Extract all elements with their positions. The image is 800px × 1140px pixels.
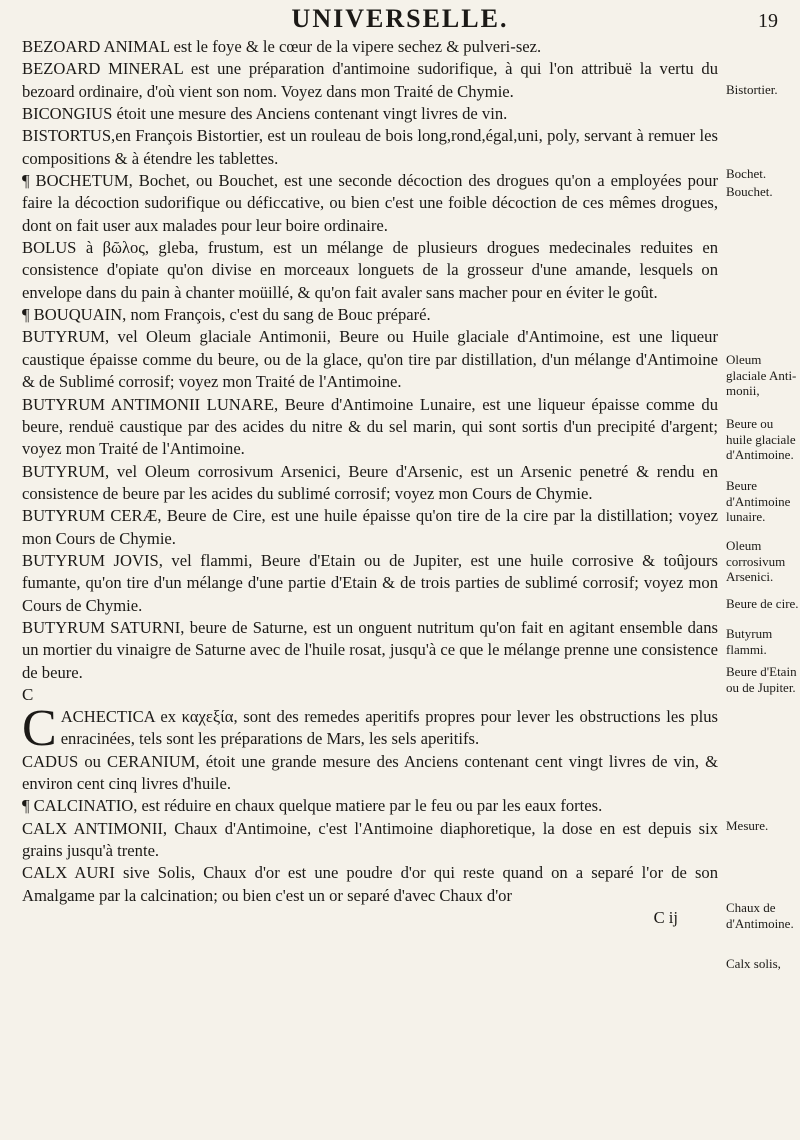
margin-note: Oleum corrosivum Arsenici.: [726, 538, 786, 584]
margin-note: Oleum glaciale Anti-monii,: [726, 352, 797, 398]
margin-note: Beure ou huile glaciale d'Antimoine.: [726, 416, 796, 462]
entry-butyrum-arsenici: BUTYRUM, vel Oleum corrosivum Arsenici, Beure d'Arsenic, est un Arsenic penetré & rendu en consistence de beure par les acides du sublimé corrosif; voyez mon Cours de Chymie.: [22, 461, 718, 503]
signature: C ij: [653, 908, 678, 928]
entry-calx-auri: CALX AURI sive Solis, Chaux d'or est une poudre d'or qui reste quand on a separé l'or de son Amalgame par la calcination; ou bien c'est un or separé d'avec Chaux d'or: [22, 863, 718, 905]
entry-cadus: CADUS ou CERANIUM, étoit une grande mesure des Anciens contenant cent vingt livres de vin, & environ cent cinq livres d'huile.: [22, 751, 718, 793]
entry-bochetum: ¶ BOCHETUM, Bochet, ou Bouchet, est une seconde décoction des drogues qu'on a employées pour faire la décoction sudorifique ou déficcative, ou bien c'est une foible décoction de ces mêmes drogues, dont on fait user aux malades pour leur boire ordinaire.: [22, 171, 718, 235]
running-head: UNIVERSELLE.: [291, 4, 509, 33]
entry-butyrum-jovis: BUTYRUM JOVIS, vel flammi, Beure d'Etain ou de Jupiter, est une huile corrosive & toûjours fumante, qu'on tire d'un mélange d'une partie d'Etain & de trois parties de sublimé corrosif; voyez mon Cours de Chymie.: [22, 550, 718, 615]
margin-note: Bochet.: [726, 166, 767, 181]
page-number: 19: [758, 10, 778, 32]
entry-bezoard-mineral: BEZOARD MINERAL est une préparation d'antimoine sudorifique, à qui l'on attribuë la vertu du bezoard ordinaire, d'où vient son nom. Voyez dans mon Traité de Chymie.: [22, 59, 718, 101]
margin-note: Beure d'Antimoine lunaire.: [726, 478, 791, 524]
margin-note: Butyrum flammi.: [726, 626, 773, 657]
entry-bistortus: BISTORTUS,en François Bistortier, est un rouleau de bois long,rond,égal,uni, poly, servant à remuer les compositions & à étendre les tablettes.: [22, 126, 718, 168]
main-text: [22, 36, 718, 929]
entry-butyrum-antimonii: BUTYRUM, vel Oleum glaciale Antimonii, Beure ou Huile glaciale d'Antimoine, est une liqueur caustique épaisse comme du beure, ou de la glace, qu'on tire par distillation, d'un mélange d'Antimoine & de Sublimé corrosif; voyez mon Traité de l'Antimoine.: [22, 327, 718, 392]
entry-butyrum-lunare: BUTYRUM ANTIMONII LUNARE, Beure d'Antimoine Lunaire, est une liqueur épaisse comme du beure, renduë caustique par des acides du nitre & du sel marin, qui sont sortis d'un precipité d'argent; voyez mon Traité de l'Antimoine.: [22, 394, 718, 459]
entry-cachectica: CACHECTICA ex καχεξία, sont des remedes aperitifs propres pour lever les obstructions les plus enracinées, tels sont les préparations de Mars, les sels aperitifs.: [22, 699, 718, 757]
margin-note: Calx solis,: [726, 956, 781, 971]
entry-bezoard-animal: BEZOARD ANIMAL est le foye & le cœur de la vipere sechez & pulveri-sez.: [22, 37, 542, 56]
entry-bicongius: BICONGIUS étoit une mesure des Anciens contenant vingt livres de vin.: [22, 104, 508, 124]
entry-calx-antimonii: CALX ANTIMONII, Chaux d'Antimoine, c'est l'Antimoine diaphoretique, la dose en est depuis six grains jusqu'à trente.: [22, 818, 718, 861]
entry-calcinatio: ¶ CALCINATIO, est réduire en chaux quelque matiere par le feu ou par les eaux fortes.: [22, 796, 603, 816]
margin-note: Bouchet.: [726, 184, 773, 199]
dropcap: C: [22, 699, 57, 757]
margin-note: Mesure.: [726, 818, 769, 833]
entry-bouquain: ¶ BOUQUAIN, nom François, c'est du sang de Bouc préparé.: [22, 305, 431, 325]
entry-bolus: BOLUS à βῶλος, gleba, frustum, est un mélange de plusieurs drogues medecinales reduites en consistence d'opiate qu'on divise en morceaux longuets de la grosseur d'une amande, lesquels on envelope dans du pain à chanter moüillé, & qu'on fait avaler sans macher pour en éviter le goût.: [22, 238, 718, 302]
margin-note: Beure de cire.: [726, 596, 799, 611]
margin-note: Beure d'Etain ou de Jupiter.: [726, 664, 797, 695]
entry-butyrum-cerae: BUTYRUM CERÆ, Beure de Cire, est une huile épaisse qu'on tire de la cire par la distillation; voyez mon Cours de Chymie.: [22, 506, 718, 548]
entry-butyrum-saturni: BUTYRUM SATURNI, beure de Saturne, est un onguent nutritum qu'on fait en agitant ensemble dans un mortier du vinaigre de Saturne avec de l'huile rosat, jusqu'à ce que le mélange prenne une consistence de beure.: [22, 617, 718, 682]
margin-note: Chaux de d'Antimoine.: [726, 900, 794, 931]
section-letter: C: [22, 684, 34, 704]
margin-note: Bistortier.: [726, 82, 778, 97]
